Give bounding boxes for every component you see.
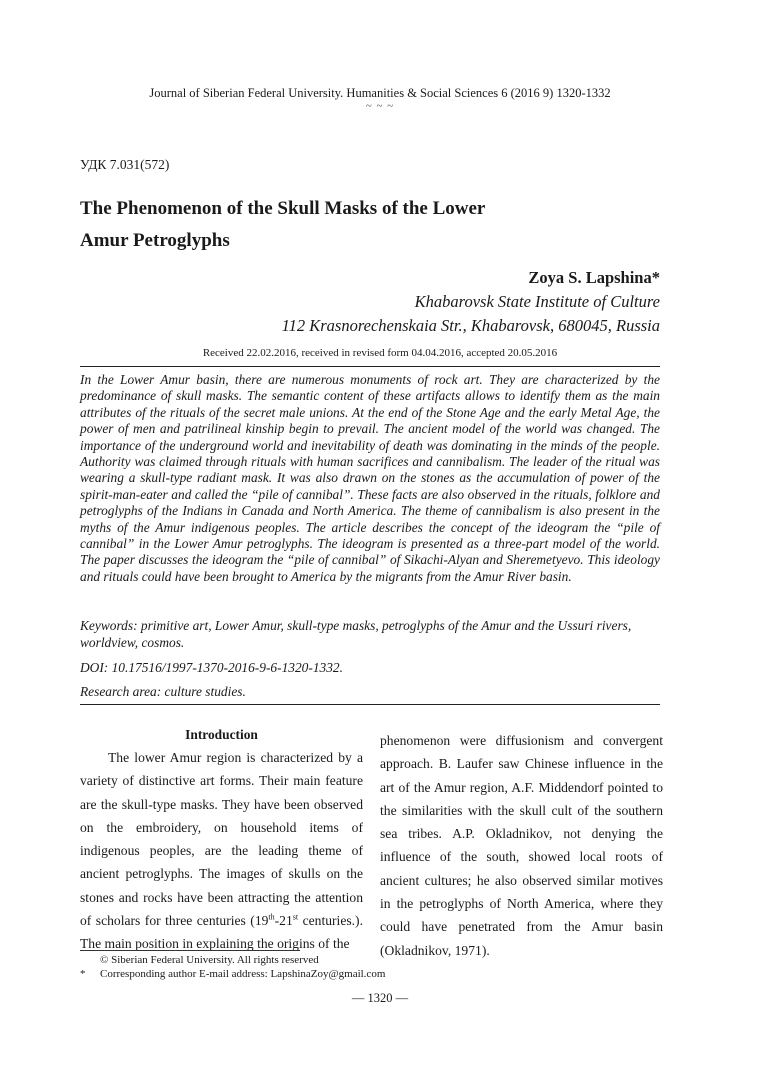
intro-right-column: phenomenon were diffusionism and convergent approach. B. Laufer saw Chinese influence in the art of the Amur region, A.F. Middendorf pointed to the similarities with the skull cult of the southern sea tribes. A.P. Okladnikov, not denying the influence of the south, showed local roots of ancient cultures; he also observed similar motives in the petroglyphs of North America, where they could have penetrated from the Amur basin (Okladnikov, 1971). <box>380 733 663 958</box>
abstract-bottom-rule <box>80 704 660 705</box>
footnote-star: * <box>80 968 86 980</box>
abstract-top-rule <box>80 366 660 367</box>
footnote-rule <box>80 950 300 951</box>
author-block <box>282 266 660 338</box>
title-line: Amur Petroglyphs <box>80 230 230 251</box>
intro-left-column <box>80 724 363 956</box>
keywords: Keywords: primitive art, Lower Amur, skull-type masks, petroglyphs of the Amur and the Ussuri rivers, worldview, cosmos. <box>80 618 632 650</box>
header-separator: ~ ~ ~ <box>365 100 395 112</box>
author-institution: Khabarovsk State Institute of Culture <box>414 292 660 311</box>
research-area: Research area: culture studies. <box>80 684 246 699</box>
copyright-text: © Siberian Federal University. All rights reserved <box>100 954 319 966</box>
received-dates: Received 22.02.2016, received in revised form 04.04.2016, accepted 20.05.2016 <box>202 347 558 359</box>
title-line: The Phenomenon of the Skull Masks of the Lower <box>80 198 486 219</box>
intro-text-mid: -21 <box>274 913 293 929</box>
article-title <box>80 193 600 257</box>
author-name: Zoya S. Lapshina* <box>528 268 660 287</box>
intro-text-end: centuries.). The main position in explaining the origins of the <box>80 913 363 952</box>
author-address: 112 Krasnorechenskaia Str., Khabarovsk, 680045, Russia <box>281 316 660 335</box>
footnote-copyright <box>80 953 640 967</box>
abstract: In the Lower Amur basin, there are numerous monuments of rock art. They are characterized by the predominance of skull masks. The semantic content of these artifacts allows to identify them as the main attributes of the rituals of the secret male unions. At the end of the Stone Age and the early Metal Age, the power of men and patrilineal kinship begin to prevail. The ancient model of the world was changed. The importance of the underground world and inevitability of death was dominating in the minds of the people. Authority was claimed through rituals with human sacrifices and cannibalism. The leader of the ritual was wearing a skull-type radiant mask. It was also drawn on the stones as the accumulation of power of the spirit-man-eater and called the “pile of cannibal”. These facts are also observed in the rituals, folklore and petroglyphs of the Indians in Canada and North America. The theme of cannibalism is also present in the myths of the Amur indigenous peoples. The article describes the concept of the ideogram the “pile of cannibal” in the Lower Amur petroglyphs. The ideogram is presented as a three-part model of the world. The paper discusses the ideogram the “pile of cannibal” of Sikachi-Alyan and Sheremetyevo. This ideology and rituals could have been brought to America by the migrants from the Amur River basin. <box>80 372 660 584</box>
footnote-corresponding <box>80 967 640 981</box>
journal-header: Journal of Siberian Federal University. Humanities & Social Sciences 6 (2016 9) 1320-1332 <box>149 86 611 100</box>
section-heading: Introduction <box>185 727 258 742</box>
udc-code: УДК 7.031(572) <box>80 157 170 172</box>
intro-paragraph <box>80 746 363 956</box>
page-number: — 1320 — <box>351 991 409 1005</box>
corresponding-text: Corresponding author E-mail address: LapshinaZoy@gmail.com <box>100 968 386 980</box>
doi: DOI: 10.17516/1997-1370-2016-9-6-1320-1332. <box>80 660 343 675</box>
superscript-th: th <box>268 912 275 922</box>
superscript-st: st <box>292 912 299 922</box>
intro-text-start: The lower Amur region is characterized by a variety of distinctive art forms. Their main feature are the skull-type masks. They have been observed on the embroidery, on household items of indigenous peoples, are the leading theme of ancient petroglyphs. The images of skulls on the stones and rocks have been attracting the attention of scholars for three centuries (19 <box>80 750 363 929</box>
